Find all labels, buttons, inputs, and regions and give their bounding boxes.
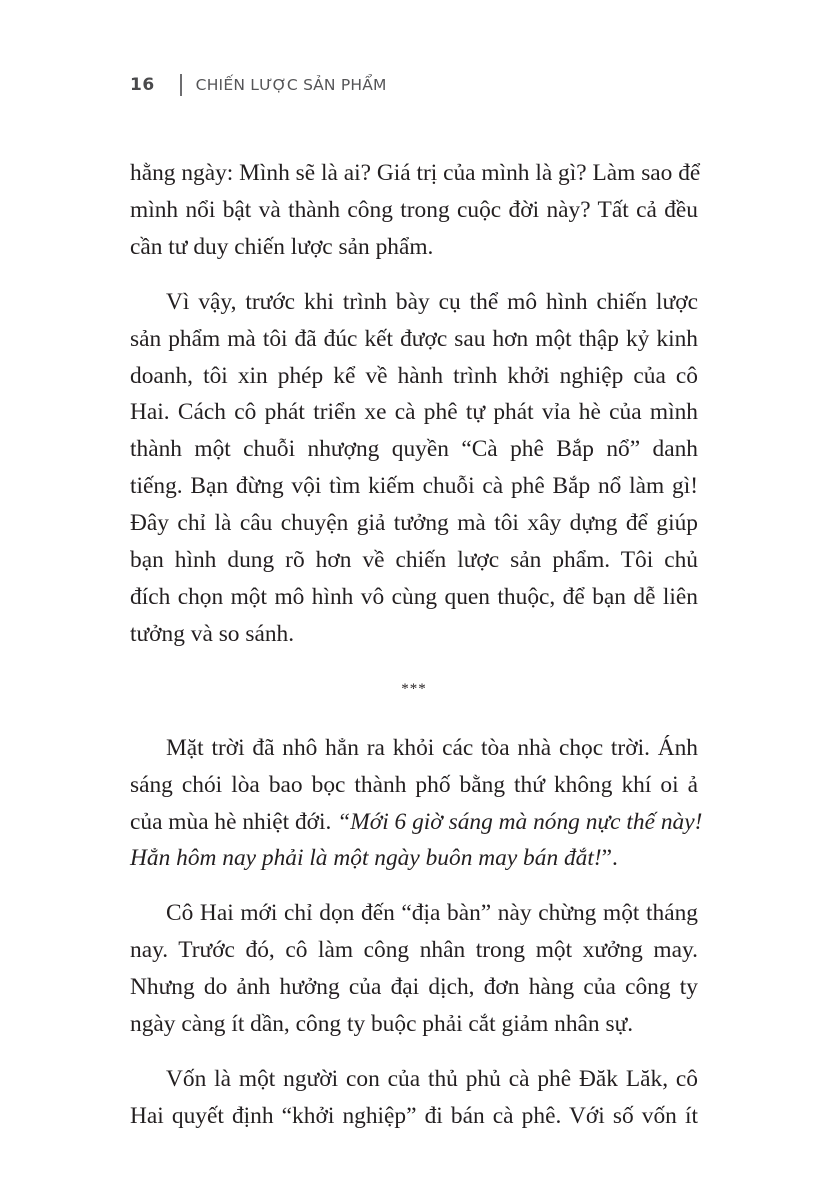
page-number: 16 xyxy=(130,75,155,95)
paragraph-5 xyxy=(130,1061,698,1135)
text-line: ngày càng ít dần, công ty buộc phải cắt giảm nhân sự. xyxy=(130,1011,634,1038)
text-line: sáng chói lòa bao bọc thành phố bằng thứ không khí oi ả xyxy=(130,771,698,798)
text-line: Đây chỉ là câu chuyện giả tưởng mà tôi xây dựng để giúp xyxy=(130,510,698,537)
text-line: doanh, tôi xin phép kể về hành trình khởi nghiệp của cô xyxy=(130,362,698,389)
text-line: cần tư duy chiến lược sản phẩm. xyxy=(130,233,434,260)
text-line: mình nổi bật và thành công trong cuộc đời này? Tất cả đều xyxy=(130,196,698,223)
chapter-title: CHIẾN LƯỢC SẢN PHẨM xyxy=(195,76,387,94)
text-line: bạn hình dung rõ hơn về chiến lược sản phẩm. Tôi chủ xyxy=(130,547,698,574)
text-line: hằng ngày: Mình sẽ là ai? Giá trị của mình là gì? Làm sao để xyxy=(130,160,701,186)
quote-italic: “Mới 6 giờ sáng mà nóng nực thế này! xyxy=(337,808,703,835)
text-line: Hai. Cách cô phát triển xe cà phê tự phát vỉa hè của mình xyxy=(130,399,698,426)
text-line: Vốn là một người con của thủ phủ cà phê Đăk Lăk, cô xyxy=(166,1065,698,1092)
paragraph-3 xyxy=(130,730,703,878)
paragraph-2 xyxy=(130,284,698,653)
text-line-mixed xyxy=(130,804,703,841)
text-run: của mùa hè nhiệt đới. xyxy=(130,808,338,835)
text-line: nay. Trước đó, cô làm công nhân trong một xưởng may. xyxy=(130,937,698,964)
text-line: tưởng và so sánh. xyxy=(130,620,295,647)
running-header xyxy=(130,70,387,100)
text-line: Mặt trời đã nhô hẳn ra khỏi các tòa nhà chọc trời. Ánh xyxy=(166,734,698,761)
paragraph-4 xyxy=(130,895,698,1043)
text-line: Cô Hai mới chỉ dọn đến “địa bàn” này chừng một tháng xyxy=(166,900,698,927)
text-run: ”. xyxy=(601,845,618,872)
quote-italic: Hẳn hôm nay phải là một ngày buôn may bán đắt! xyxy=(130,845,602,872)
text-line: Nhưng do ảnh hưởng của đại dịch, đơn hàng của công ty xyxy=(130,974,698,1001)
text-line-mixed xyxy=(130,840,698,877)
text-line: thành một chuỗi nhượng quyền “Cà phê Bắp nổ” danh xyxy=(130,436,698,463)
section-separator: *** xyxy=(401,680,427,697)
text-line: tiếng. Bạn đừng vội tìm kiếm chuỗi cà phê Bắp nổ làm gì! xyxy=(130,473,698,500)
text-line: sản phẩm mà tôi đã đúc kết được sau hơn một thập kỷ kinh xyxy=(130,325,698,352)
text-line: Vì vậy, trước khi trình bày cụ thể mô hình chiến lược xyxy=(166,288,698,315)
paragraph-1 xyxy=(130,155,701,266)
body-text xyxy=(130,155,703,1153)
header-divider xyxy=(180,74,182,96)
text-line: Hai quyết định “khởi nghiệp” đi bán cà phê. Với số vốn ít xyxy=(130,1102,698,1129)
text-line: đích chọn một mô hình vô cùng quen thuộc, để bạn dễ liên xyxy=(130,583,698,610)
